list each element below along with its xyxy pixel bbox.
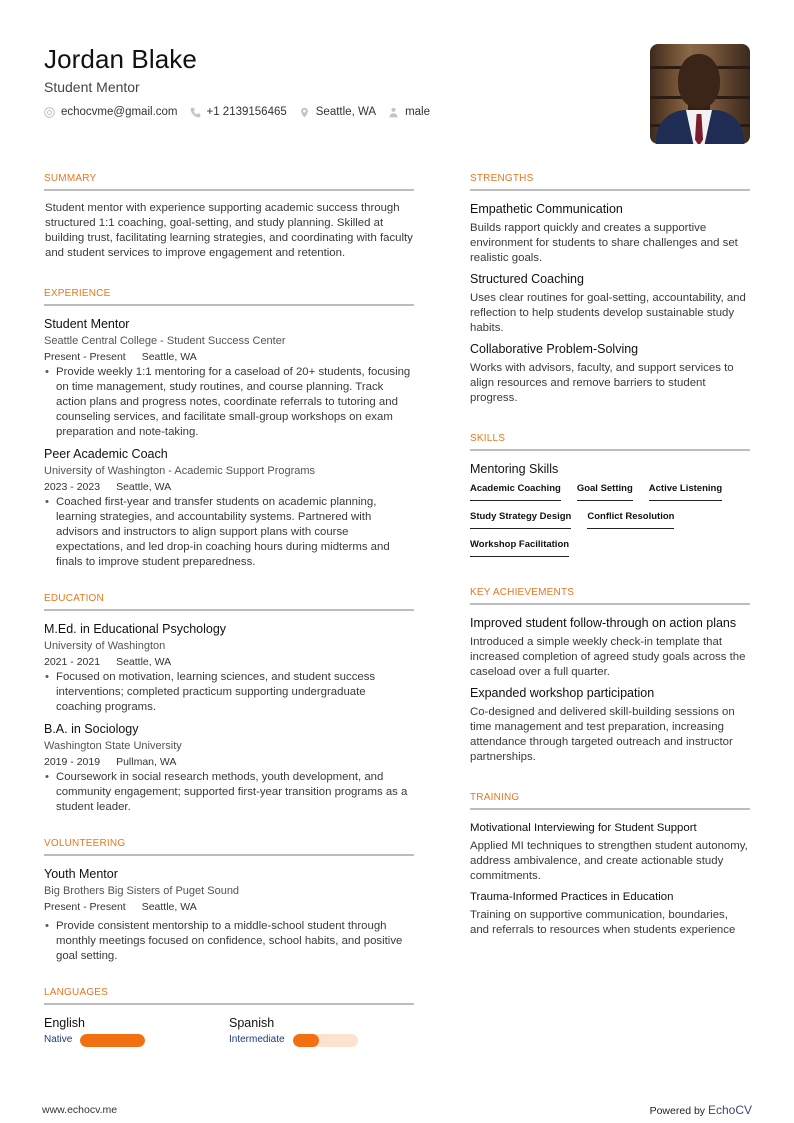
language-name: English [44,1016,85,1030]
location: Pullman, WA [116,756,177,768]
powered-prefix: Powered by [649,1105,708,1117]
language-item [229,1015,414,1047]
education-entry [44,721,414,815]
volunteering-entry [44,866,414,964]
strength-title: Structured Coaching [470,272,584,286]
job-title: Student Mentor [44,317,130,331]
candidate-title: Student Mentor [44,79,140,95]
candidate-name: Jordan Blake [44,44,197,74]
entry-meta [44,654,414,670]
strength-desc: Works with advisors, faculty, and support services to align resources and remove barriers to student progress. [470,362,734,404]
language-item [44,1015,229,1047]
skill-chip: Workshop Facilitation [470,536,569,557]
contact-list [44,106,604,118]
achievements-section [470,586,750,765]
section-heading: SUMMARY [44,172,414,191]
contact-email[interactable] [44,106,178,118]
section-heading: TRAINING [470,791,750,810]
strength-title: Collaborative Problem-Solving [470,342,639,356]
contact-location [299,106,376,118]
job-title: Peer Academic Coach [44,447,168,461]
proficiency-bar [80,1034,145,1047]
training-desc: Training on supportive communication, boundaries, and referrals to resources when students experience [470,909,736,936]
bullet-list [44,670,414,715]
language-name: Spanish [229,1016,275,1030]
skills-category: Mentoring Skills [470,462,559,476]
language-level: Native [44,1034,73,1045]
section-heading: VOLUNTEERING [44,837,414,856]
skill-chip: Academic Coaching [470,480,561,501]
bullet-item: • Provide weekly 1:1 mentoring for a caseload of 20+ students, focusing on time management, study routines, and course planning. Track action plans and progress notes, coordinate referrals to tutoring and counseling services, and facilitate small-group workshops on exam preparation and note-taking. [44,365,414,440]
dates: 2023 - 2023 [44,481,101,493]
bullet-item: • Coursework in social research methods, youth development, and community engagement; supported first-year transition programs as a student leader. [44,770,414,815]
volunteering-section [44,837,414,964]
phone-value: +1 2139156465 [206,106,287,118]
contact-gender [388,106,430,118]
experience-entry [44,316,414,440]
dates: Present - Present [44,351,126,363]
gender-value: male [405,106,430,118]
resume-header [44,44,604,118]
brand-link[interactable]: EchoCV [707,1103,752,1117]
institution: Washington State University [44,740,182,752]
skill-chip: Study Strategy Design [470,508,571,529]
entry-meta [44,479,414,495]
role-title: Youth Mentor [44,867,118,881]
person-icon [388,107,399,118]
strength-desc: Builds rapport quickly and creates a supportive environment for students to share challenges and set realistic goals. [470,222,738,264]
proficiency-bar [293,1034,358,1047]
organization: Seattle Central College - Student Success Center [44,335,286,347]
achievement-title: Improved student follow-through on action plans [470,616,737,630]
skill-chip: Active Listening [649,480,722,501]
degree: B.A. in Sociology [44,722,139,736]
location-value: Seattle, WA [315,106,377,118]
bullet-item: • Provide consistent mentorship to a middle-school student through monthly meetings focused on confidence, school habits, and positive goal setting. [44,919,414,964]
training-section [470,791,750,938]
summary-section [44,172,414,261]
training-title: Trauma-Informed Practices in Education [470,891,674,903]
section-heading: LANGUAGES [44,986,414,1005]
achievement-desc: Co-designed and delivered skill-building sessions on time management and test preparation, increasing attendance through targeted outreach and instructor partnerships. [470,706,735,763]
section-heading: SKILLS [470,432,750,451]
bullet-item: • Coached first-year and transfer students on academic planning, learning strategies, and accountability systems. Partnered with advisors and instructors to align support plans with course expectations, and led drop-in coaching hours during midterms and finals to improve student preparedness. [44,495,414,570]
education-entry [44,621,414,715]
strength-title: Empathetic Communication [470,202,623,216]
experience-section [44,287,414,570]
section-heading: EDUCATION [44,592,414,611]
training-title: Motivational Interviewing for Student Support [470,822,697,834]
organization: University of Washington - Academic Support Programs [44,465,316,477]
bullet-item: • Focused on motivation, learning sciences, and student success interventions; completed practicum supporting undergraduate coaching programs. [44,670,414,715]
organization: Big Brothers Big Sisters of Puget Sound [44,885,240,897]
dates: Present - Present [44,901,126,913]
location: Seattle, WA [116,656,172,668]
dates: 2021 - 2021 [44,656,101,668]
website-link[interactable]: www.echocv.me [42,1104,118,1116]
education-section [44,592,414,815]
powered-by [650,1103,752,1117]
email-icon [44,107,55,118]
experience-entry [44,446,414,570]
skill-chip: Goal Setting [577,480,633,501]
section-heading: KEY ACHIEVEMENTS [470,586,750,605]
entry-meta [44,754,414,770]
achievement-desc: Introduced a simple weekly check-in template that increased completion of agreed study goals across the caseload over a full quarter. [470,636,746,678]
degree: M.Ed. in Educational Psychology [44,622,227,636]
location: Seattle, WA [141,901,197,913]
language-level: Intermediate [229,1034,285,1045]
skill-chips [470,480,750,564]
language-list [44,1015,414,1047]
bullet-list [44,919,414,964]
bullet-list [44,770,414,815]
entry-meta [44,349,414,365]
languages-section [44,986,414,1047]
skill-chip: Conflict Resolution [587,508,674,529]
phone-icon [190,107,201,118]
section-heading: STRENGTHS [470,172,750,191]
skills-section [470,432,750,564]
left-column [44,172,414,1061]
email-value: echocvme@gmail.com [61,106,178,118]
dates: 2019 - 2019 [44,756,101,768]
profile-photo [650,44,750,144]
summary-text: Student mentor with experience supporting academic success through structured 1:1 coaching, goal-setting, and study planning. Skilled at building trust, facilitating learning strategies, and coordinating with faculty and student services to improve engagement and retention. [45,202,413,259]
strength-desc: Uses clear routines for goal-setting, accountability, and reflection to help students develop sustainable study habits. [470,292,746,334]
bullet-list [44,495,414,570]
institution: University of Washington [44,640,166,652]
bullet-list [44,365,414,440]
right-column [470,172,750,952]
achievement-title: Expanded workshop participation [470,686,655,700]
training-desc: Applied MI techniques to strengthen student autonomy, address ambivalence, and create actionable study commitments. [470,840,748,882]
contact-phone[interactable] [190,106,287,118]
entry-meta [44,899,414,915]
location: Seattle, WA [141,351,197,363]
strengths-section [470,172,750,406]
location: Seattle, WA [116,481,172,493]
section-heading: EXPERIENCE [44,287,414,306]
location-icon [299,107,310,118]
